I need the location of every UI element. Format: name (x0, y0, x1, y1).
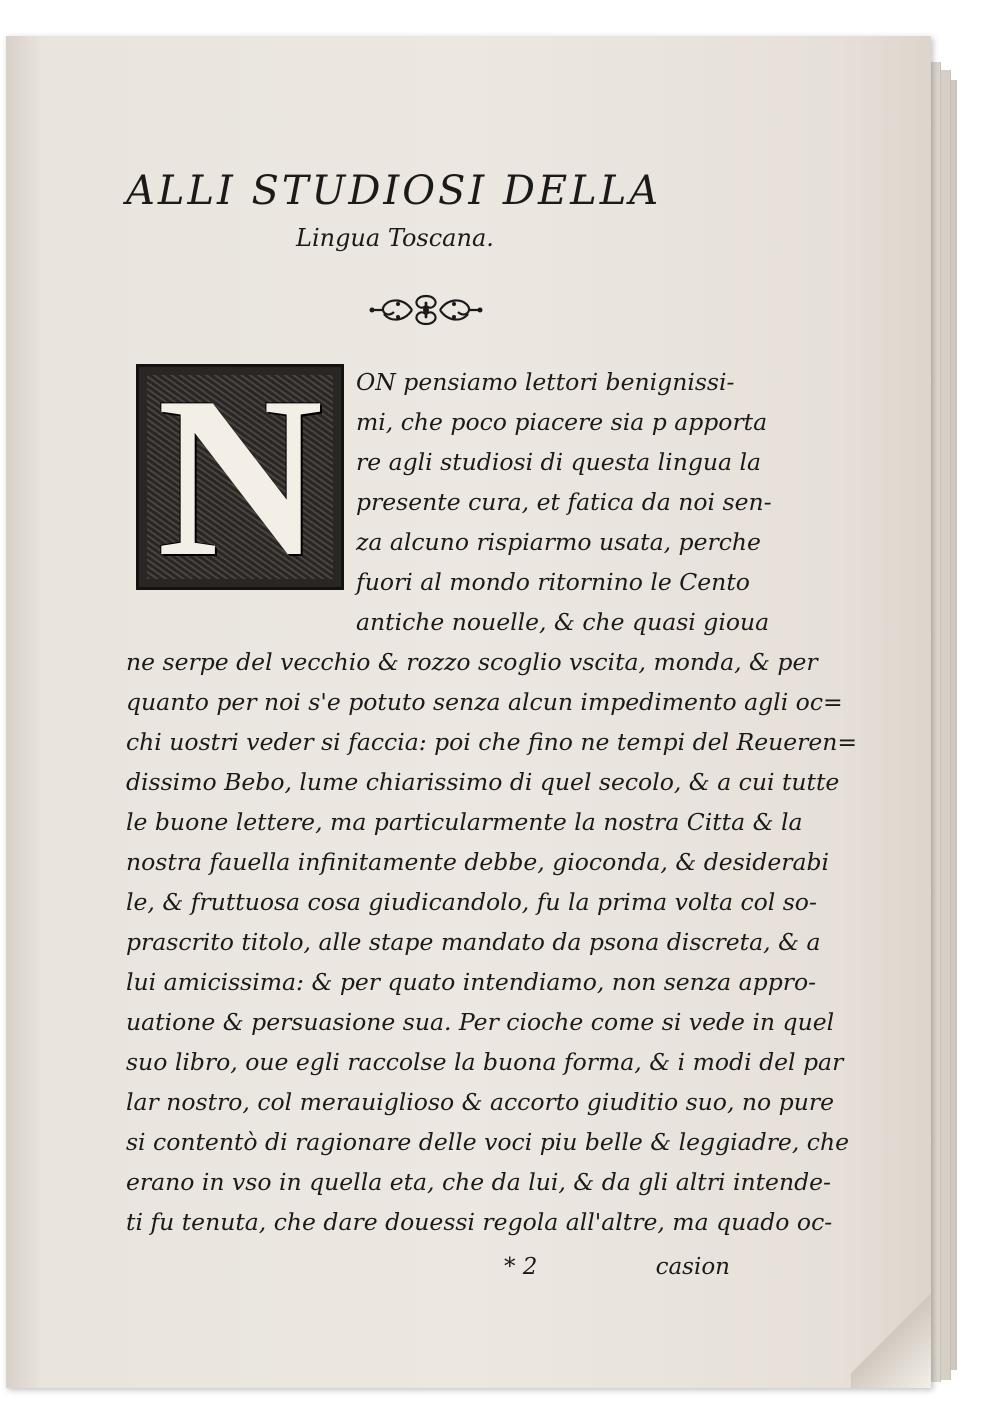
text-line: mi, che poco piacere sia p apporta (356, 408, 768, 436)
text-line: fuori al mondo ritornino le Cento (356, 568, 750, 596)
text-line: ne serpe del vecchio & rozzo scoglio vscita, monda, & per (126, 648, 818, 676)
text-line: uatione & persuasione sua. Per cioche come si vede in quel (126, 1008, 835, 1036)
text-line: lar nostro, col merauiglioso & accorto giuditio suo, no pure (126, 1088, 834, 1116)
text-line: prascrito titolo, alle stape mandato da psona discreta, & a (126, 928, 821, 956)
text-line: ti fu tenuta, che dare douessi regola all'altre, ma quado oc- (126, 1208, 833, 1236)
page-footer (400, 1250, 730, 1290)
page-heading: ALLI STUDIOSI DELLA (126, 168, 662, 214)
fleuron-ornament-icon (368, 290, 484, 330)
text-line: presente cura, et fatica da noi sen- (356, 488, 772, 516)
text-line: dissimo Bebo, lume chiarissimo di quel secolo, & a cui tutte (126, 768, 840, 796)
text-line: suo libro, oue egli raccolse la buona forma, & i modi del par (126, 1048, 844, 1076)
text-line: le, & fruttuosa cosa giudicandolo, fu la prima volta col so- (126, 888, 817, 916)
text-line: re agli studiosi di questa lingua la (356, 448, 762, 476)
catchword: casion (655, 1254, 730, 1280)
text-line: si contentò di ragionare delle voci piu belle & leggiadre, che (126, 1128, 849, 1156)
text-line: lui amicissima: & per quato intendiamo, non senza appro- (126, 968, 817, 996)
text-line: za alcuno rispiarmo usata, perche (356, 528, 761, 556)
initial-letter: N (156, 349, 324, 604)
page-subheading: Lingua Toscana. (296, 224, 494, 252)
text-line: ON pensiamo lettori benignissi- (356, 368, 735, 396)
woodcut-initial-icon (136, 349, 344, 604)
text-line: chi uostri veder si faccia: poi che fino ne tempi del Reueren= (126, 728, 858, 756)
signature-mark: * 2 (504, 1254, 538, 1280)
text-line: nostra fauella infinitamente debbe, gioconda, & desiderabi (126, 848, 830, 876)
text-line: antiche nouelle, & che quasi gioua (356, 608, 770, 636)
page-curl (851, 1278, 931, 1388)
text-line: quanto per noi s'e potuto senza alcun impedimento agli oc= (126, 688, 843, 716)
text-line: erano in vso in quella eta, che da lui, & da gli altri intende- (126, 1168, 831, 1196)
text-line: le buone lettere, ma particularmente la nostra Citta & la (126, 808, 803, 836)
